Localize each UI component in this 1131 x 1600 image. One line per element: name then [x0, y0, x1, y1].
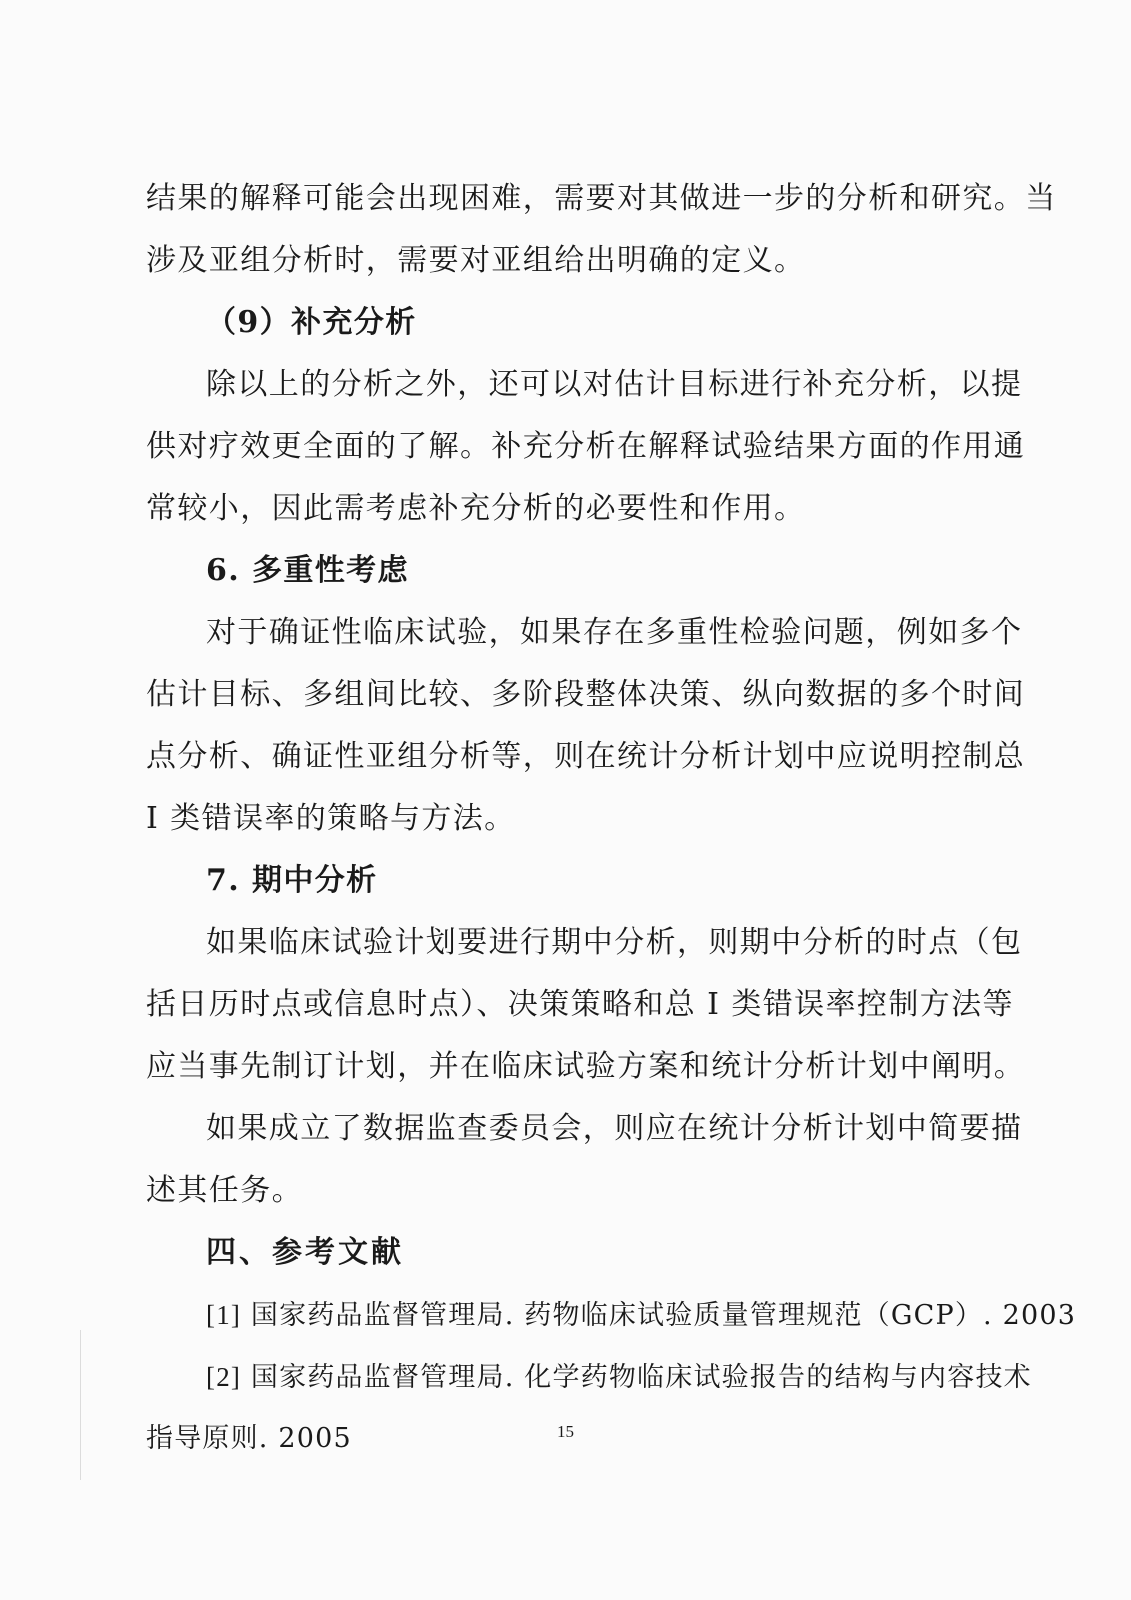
reference-number: [1] — [206, 1300, 242, 1330]
page-number: 15 — [557, 1422, 574, 1441]
paragraph-line: 供对疗效更全面的了解。补充分析在解释试验结果方面的作用通 — [146, 429, 1026, 464]
heading-multiplicity: 6. 多重性考虑 — [206, 553, 409, 588]
reference-item — [146, 1346, 1032, 1408]
paragraph-line: 应当事先制订计划，并在临床试验方案和统计分析计划中阐明。 — [146, 1049, 1026, 1084]
paragraph-line: 除以上的分析之外，还可以对估计目标进行补充分析，以提 — [206, 367, 1023, 402]
page-content — [146, 168, 1077, 1470]
scan-margin-line — [80, 1330, 81, 1480]
heading-interim-analysis: 7. 期中分析 — [206, 863, 378, 898]
paragraph-line: 述其任务。 — [146, 1173, 303, 1208]
reference-text: 国家药品监督管理局. 化学药物临床试验报告的结构与内容技术 — [250, 1362, 1032, 1393]
reference-text: 国家药品监督管理局. 药物临床试验质量管理规范（GCP）. 2003 — [250, 1300, 1077, 1331]
reference-number: [2] — [206, 1362, 242, 1392]
paragraph-line: 如果临床试验计划要进行期中分析，则期中分析的时点（包 — [206, 925, 1023, 960]
paragraph-line: 括日历时点或信息时点）、决策策略和总 I 类错误率控制方法等 — [146, 987, 1014, 1022]
paragraph-line: 涉及亚组分析时，需要对亚组给出明确的定义。 — [146, 243, 806, 278]
paragraph-line: I 类错误率的策略与方法。 — [146, 801, 516, 836]
heading-references: 四、参考文献 — [206, 1235, 404, 1270]
paragraph-line: 估计目标、多组间比较、多阶段整体决策、纵向数据的多个时间 — [146, 677, 1026, 712]
paragraph-line: 结果的解释可能会出现困难，需要对其做进一步的分析和研究。当 — [146, 181, 1057, 216]
paragraph-line: 如果成立了数据监查委员会，则应在统计分析计划中简要描 — [206, 1111, 1023, 1146]
paragraph-line: 对于确证性临床试验，如果存在多重性检验问题，例如多个 — [206, 615, 1023, 650]
paragraph-line: 常较小，因此需考虑补充分析的必要性和作用。 — [146, 491, 806, 526]
paragraph-line: 点分析、确证性亚组分析等，则在统计分析计划中应说明控制总 — [146, 739, 1026, 774]
reference-list — [146, 1284, 1077, 1470]
heading-supplementary-analysis: （9）补充分析 — [206, 305, 417, 340]
reference-item — [146, 1284, 1077, 1346]
reference-continuation: 指导原则. 2005 — [146, 1423, 352, 1454]
